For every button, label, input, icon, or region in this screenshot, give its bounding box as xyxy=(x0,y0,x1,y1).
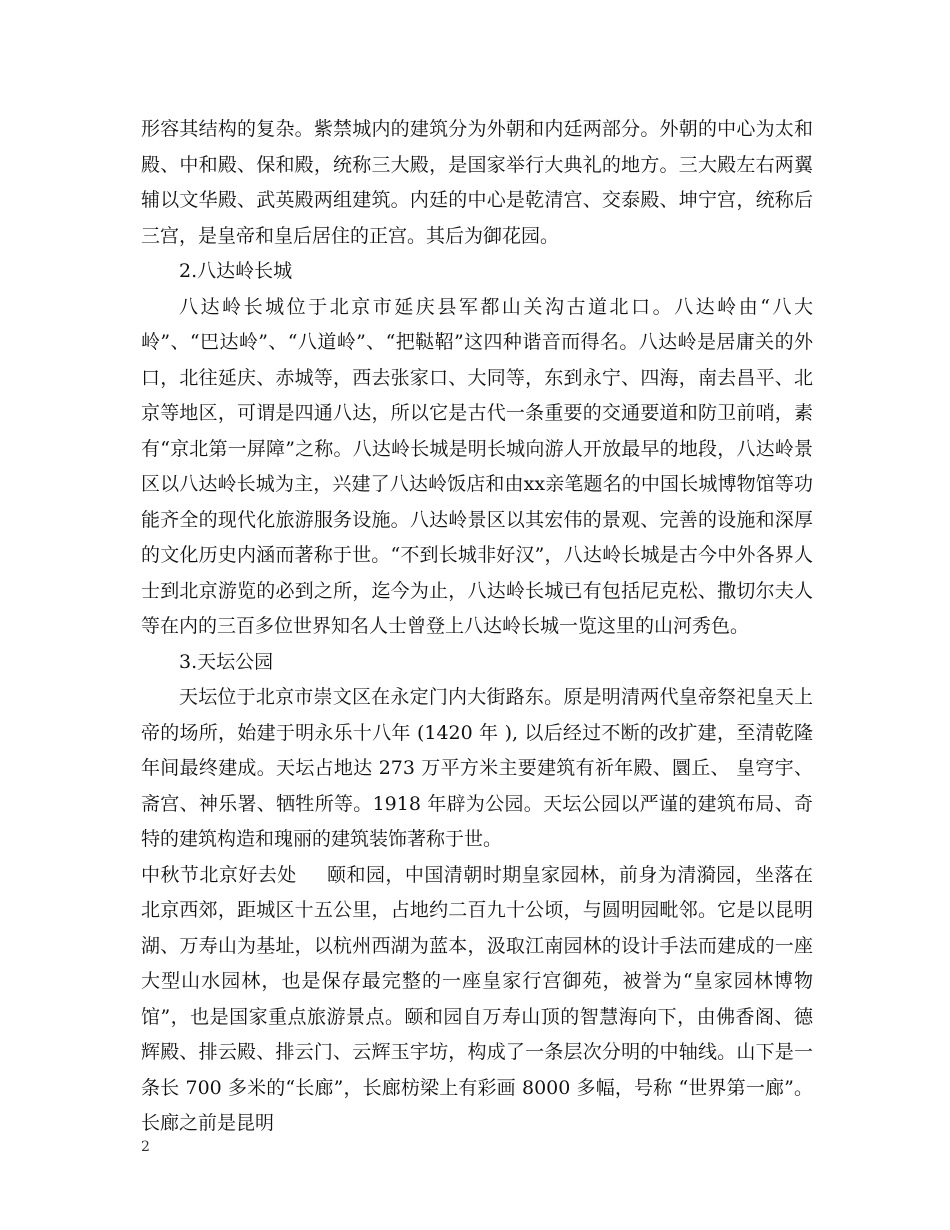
section-label-mid-autumn: 中秋节北京好去处 xyxy=(141,863,297,886)
document-body xyxy=(141,112,813,1142)
paragraph-summer-palace-text: 颐和园，中国清朝时期皇家园林，前身为清漪园，坐落在北京西郊，距城区十五公里，占地约二百九十公顷，与圆明园毗邻。它是以昆明湖、万寿山为基址，以杭州西湖为蓝本，汲取江南园林的设计手法而建成的一座大型山水园林，也是保存最完整的一座皇家行宫御苑，被誉为“皇家园林博物馆”，也是国家重点旅游景点。颐和园自万寿山顶的智慧海向下，由佛香阁、德辉殿、排云殿、排云门、云辉玉宇坊，构成了一条层次分明的中轴线。山下是一条长 700 多米的“长廊”，长廊枋梁上有彩画 8000 多幅，号称 “世界第一廊”。长廊之前是昆明 xyxy=(141,863,813,1134)
section-heading-temple-of-heaven: 3.天坛公园 xyxy=(179,650,274,673)
page-number: 2 xyxy=(141,1139,150,1155)
paragraph-forbidden-city-continued: 形容其结构的复杂。紫禁城内的建筑分为外朝和内廷两部分。外朝的中心为太和殿、中和殿、保和殿，统称三大殿，是国家举行大典礼的地方。三大殿左右两翼辅以文华殿、武英殿两组建筑。内廷的中心是乾清宫、交泰殿、坤宁宫，统称后三宫，是皇帝和皇后居住的正宫。其后为御花园。 xyxy=(141,118,813,247)
paragraph-temple-of-heaven: 天坛位于北京市崇文区在永定门内大街路东。原是明清两代皇帝祭祀皇天上帝的场所，始建于明永乐十八年 (1420 年 ), 以后经过不断的改扩建，至清乾隆年间最终建成。天坛占地达 273 万平方米主要建筑有祈年殿、圜丘、 皇穹宇、斋宫、神乐署、牺牲所等。1918 年辟为公园。天坛公园以严谨的建筑布局、奇特的建筑构造和瑰丽的建筑装饰著称于世。 xyxy=(141,686,813,850)
paragraph-summer-palace xyxy=(141,858,813,1142)
paragraph-badaling: 八达岭长城位于北京市延庆县军都山关沟古道北口。八达岭由“八大岭”、“巴达岭”、“八道岭”、“把鞑鞀”这四种谐音而得名。八达岭是居庸关的外口，北往延庆、赤城等，西去张家口、大同等，东到永宁、四海，南去昌平、北京等地区，可谓是四通八达，所以它是古代一条重要的交通要道和防卫前哨，素有“京北第一屏障”之称。八达岭长城是明长城向游人开放最早的地段，八达岭景区以八达岭长城为主，兴建了八达岭饭店和由xx亲笔题名的中国长城博物馆等功能齐全的现代化旅游服务设施。八达岭景区以其宏伟的景观、完善的设施和深厚的文化历史内涵而著称于世。“不到长城非好汉”，八达岭长城是古今中外各界人士到北京游览的必到之所，迄今为止，八达岭长城已有包括尼克松、撒切尔夫人等在内的三百多位世界知名人士曾登上八达岭长城一览这里的山河秀色。 xyxy=(141,295,813,637)
section-heading-badaling: 2.八达岭长城 xyxy=(179,260,293,282)
